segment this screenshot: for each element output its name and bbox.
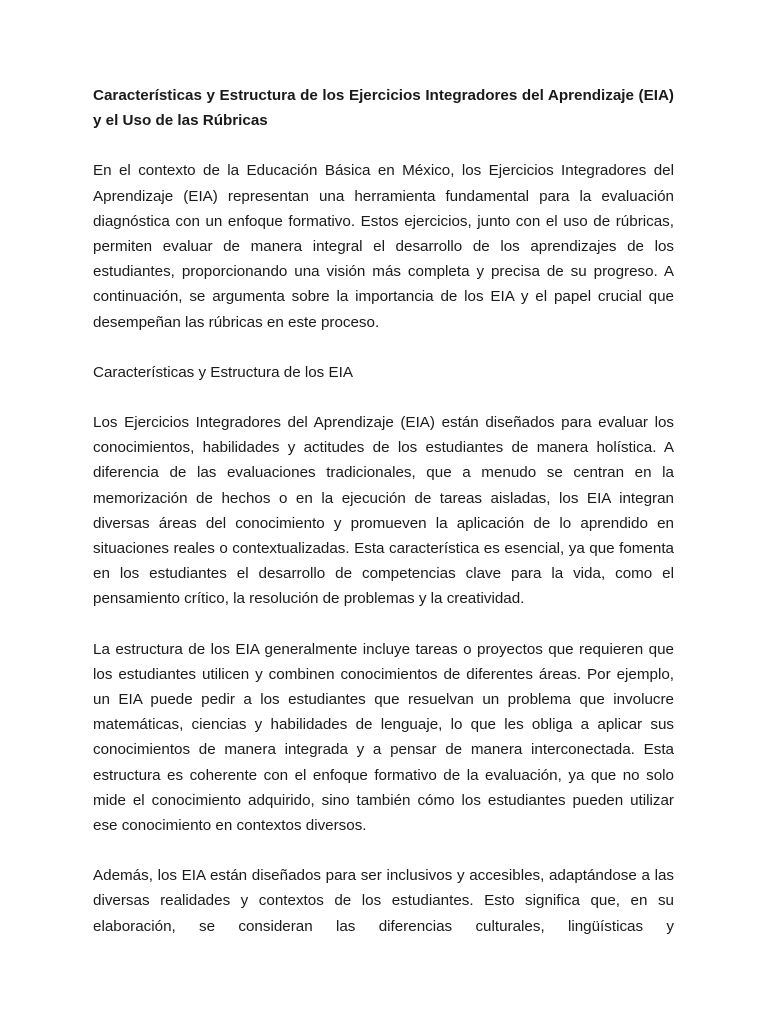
body-paragraph-eia-design: Los Ejercicios Integradores del Aprendizaje (EIA) están diseñados para evaluar los conocimientos, habilidades y actitudes de los estudiantes de manera holística. A diferencia de las evaluaciones tradicionales, que a menudo se centran en la memorización de hechos o en la ejecución de tareas aisladas, los EIA integran diversas áreas del conocimiento y promueven la aplicación de lo aprendido en situaciones reales o contextualizadas. Esta característica es esencial, ya que fomenta en los estudiantes el desarrollo de competencias clave para la vida, como el pensamiento crítico, la resolución de problemas y la creatividad.	[93, 414, 674, 608]
intro-paragraph: En el contexto de la Educación Básica en México, los Ejercicios Integradores del Aprendizaje (EIA) representan una herramienta fundamental para la evaluación diagnóstica con un enfoque formativo. Estos ejercicios, junto con el uso de rúbricas, permiten evaluar de manera integral el desarrollo de los aprendizajes de los estudiantes, proporcionando una visión más completa y precisa de su progreso. A continuación, se argumenta sobre la importancia de los EIA y el papel crucial que desempeñan las rúbricas en este proceso.	[93, 162, 674, 331]
document-body	[93, 83, 674, 939]
body-paragraph-eia-structure: La estructura de los EIA generalmente incluye tareas o proyectos que requieren que los estudiantes utilicen y combinen conocimientos de diferentes áreas. Por ejemplo, un EIA puede pedir a los estudiantes que resuelvan un problema que involucre matemáticas, ciencias y habilidades de lenguaje, lo que les obliga a aplicar sus conocimientos de manera integrada y a pensar de manera interconectada. Esta estructura es coherente con el enfoque formativo de la evaluación, ya que no solo mide el conocimiento adquirido, sino también cómo los estudiantes pueden utilizar ese conocimiento en contextos diversos.	[93, 640, 674, 835]
section-heading: Características y Estructura de los EIA	[93, 363, 353, 381]
body-paragraph-eia-inclusive: Además, los EIA están diseñados para ser inclusivos y accesibles, adaptándose a las diversas realidades y contextos de los estudiantes. Esto significa que, en su elaboración, se consideran las diferencias culturales, lingüísticas y	[93, 867, 674, 935]
document-title: Características y Estructura de los Ejercicios Integradores del Aprendizaje (EIA) y el Uso de las Rúbricas	[93, 87, 674, 130]
